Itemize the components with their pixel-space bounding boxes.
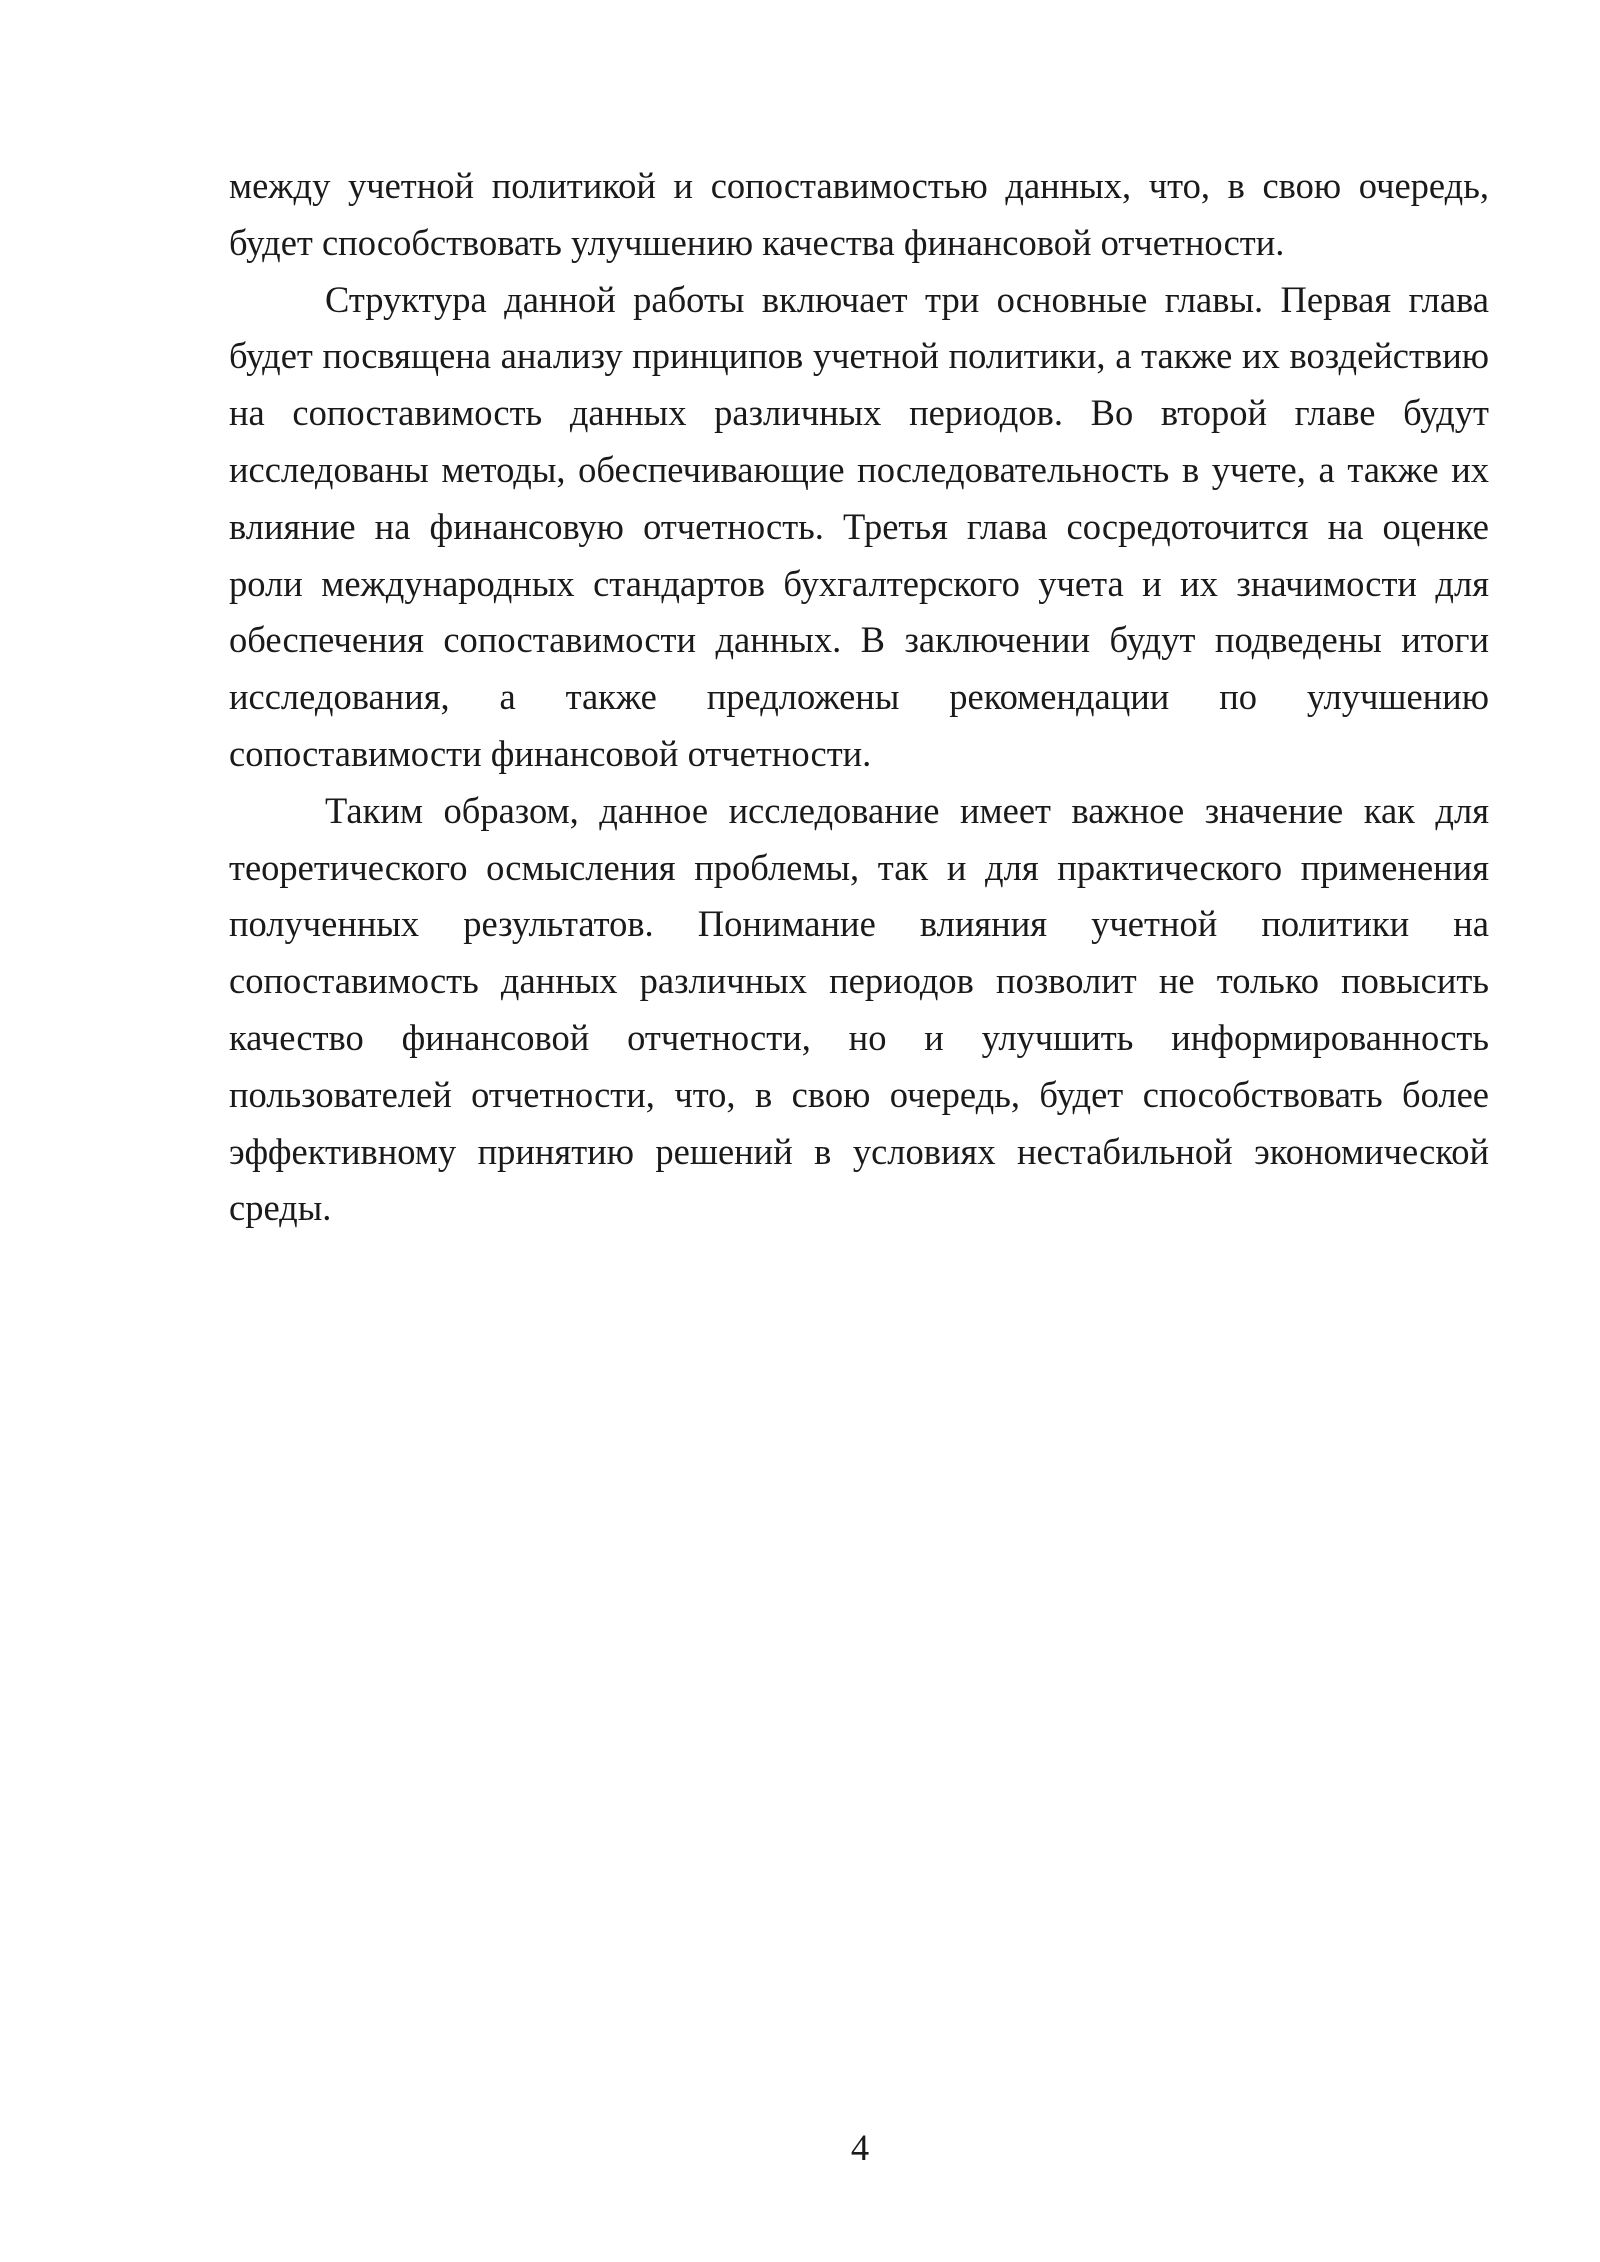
document-body	[229, 158, 1489, 1237]
page-number: 4	[850, 2127, 870, 2168]
paragraph-continuation: между учетной политикой и сопоставимостью данных, что, в свою очередь, будет способствовать улучшению качества финансовой отчетности.	[229, 165, 1489, 263]
paragraph-structure: Структура данной работы включает три основные главы. Первая глава будет посвящена анализу принципов учетной политики, а также их воздействию на сопоставимость данных различных периодов. Во второй главе будут исследованы методы, обеспечивающие последовательность в учете, а также их влияние на финансовую отчетность. Третья глава сосредоточится на оценке роли международных стандартов бухгалтерского учета и их значимости для обеспечения сопоставимости данных. В заключении будут подведены итоги исследования, а также предложены рекомендации по улучшению сопоставимости финансовой отчетности.	[229, 278, 1489, 774]
paragraph-conclusion: Таким образом, данное исследование имеет важное значение как для теоретического осмысления проблемы, так и для практического применения полученных результатов. Понимание влияния учетной политики на сопоставимость данных различных периодов позволит не только повысить качество финансовой отчетности, но и улучшить информированность пользователей отчетности, что, в свою очередь, будет способствовать более эффективному принятию решений в условиях нестабильной экономической среды.	[229, 789, 1489, 1229]
